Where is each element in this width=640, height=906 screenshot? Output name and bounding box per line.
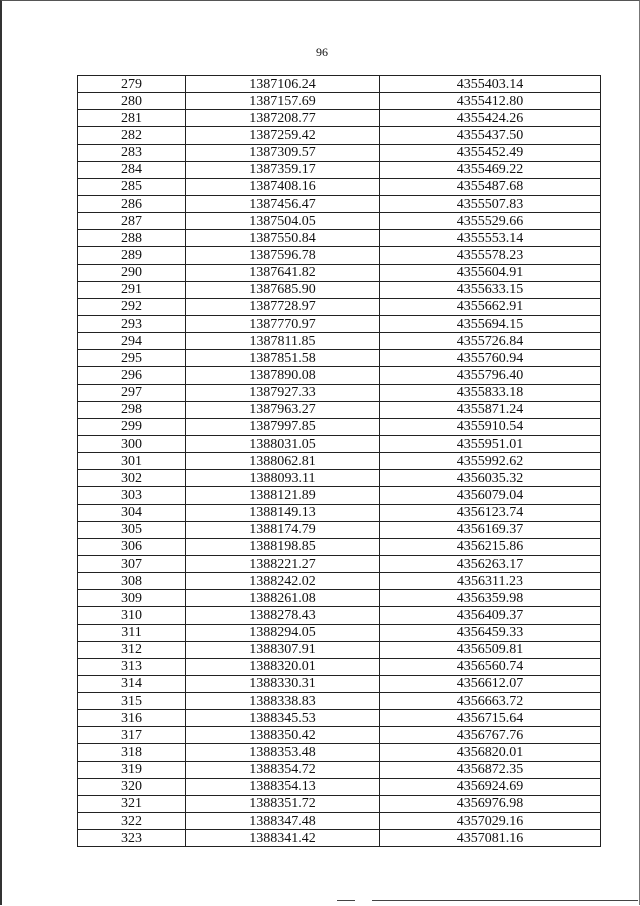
y-coordinate-cell: 4355604.91 [380, 264, 601, 281]
table-row [78, 264, 601, 281]
y-coordinate-cell: 4356263.17 [380, 555, 601, 572]
point-number-cell: 305 [78, 521, 186, 538]
table-row [78, 161, 601, 178]
point-number-cell: 295 [78, 350, 186, 367]
x-coordinate-cell: 1387456.47 [186, 195, 380, 212]
table-row [78, 315, 601, 332]
point-number-cell: 280 [78, 93, 186, 110]
point-number-cell: 302 [78, 470, 186, 487]
table-row [78, 607, 601, 624]
table-row [78, 144, 601, 161]
point-number-cell: 310 [78, 607, 186, 624]
point-number-cell: 281 [78, 110, 186, 127]
point-number-cell: 298 [78, 401, 186, 418]
point-number-cell: 322 [78, 813, 186, 830]
table-row [78, 367, 601, 384]
point-number-cell: 315 [78, 693, 186, 710]
x-coordinate-cell: 1387359.17 [186, 161, 380, 178]
x-coordinate-cell: 1388093.11 [186, 470, 380, 487]
table-row [78, 813, 601, 830]
y-coordinate-cell: 4356612.07 [380, 675, 601, 692]
y-coordinate-cell: 4356123.74 [380, 504, 601, 521]
x-coordinate-cell: 1388345.53 [186, 710, 380, 727]
point-number-cell: 296 [78, 367, 186, 384]
y-coordinate-cell: 4356409.37 [380, 607, 601, 624]
table-row [78, 641, 601, 658]
table-row [78, 247, 601, 264]
x-coordinate-cell: 1388242.02 [186, 573, 380, 590]
table-row [78, 573, 601, 590]
y-coordinate-cell: 4355553.14 [380, 230, 601, 247]
table-row [78, 435, 601, 452]
point-number-cell: 306 [78, 538, 186, 555]
point-number-cell: 311 [78, 624, 186, 641]
x-coordinate-cell: 1387851.58 [186, 350, 380, 367]
x-coordinate-cell: 1387890.08 [186, 367, 380, 384]
y-coordinate-cell: 4355992.62 [380, 453, 601, 470]
x-coordinate-cell: 1387596.78 [186, 247, 380, 264]
y-coordinate-cell: 4356169.37 [380, 521, 601, 538]
table-row [78, 710, 601, 727]
point-number-cell: 316 [78, 710, 186, 727]
x-coordinate-cell: 1387504.05 [186, 213, 380, 230]
x-coordinate-cell: 1387963.27 [186, 401, 380, 418]
y-coordinate-cell: 4355633.15 [380, 281, 601, 298]
point-number-cell: 297 [78, 384, 186, 401]
coordinates-table [77, 75, 601, 847]
x-coordinate-cell: 1387770.97 [186, 315, 380, 332]
x-coordinate-cell: 1387157.69 [186, 93, 380, 110]
y-coordinate-cell: 4355951.01 [380, 435, 601, 452]
table-row [78, 727, 601, 744]
y-coordinate-cell: 4355760.94 [380, 350, 601, 367]
point-number-cell: 307 [78, 555, 186, 572]
table-row [78, 384, 601, 401]
y-coordinate-cell: 4356035.32 [380, 470, 601, 487]
y-coordinate-cell: 4355726.84 [380, 333, 601, 350]
table-row [78, 178, 601, 195]
point-number-cell: 282 [78, 127, 186, 144]
table-row [78, 213, 601, 230]
x-coordinate-cell: 1388338.83 [186, 693, 380, 710]
x-coordinate-cell: 1387309.57 [186, 144, 380, 161]
y-coordinate-cell: 4355871.24 [380, 401, 601, 418]
y-coordinate-cell: 4355910.54 [380, 418, 601, 435]
y-coordinate-cell: 4357029.16 [380, 813, 601, 830]
table-row [78, 761, 601, 778]
y-coordinate-cell: 4357081.16 [380, 830, 601, 847]
point-number-cell: 308 [78, 573, 186, 590]
y-coordinate-cell: 4355403.14 [380, 76, 601, 93]
x-coordinate-cell: 1387685.90 [186, 281, 380, 298]
table-row [78, 110, 601, 127]
x-coordinate-cell: 1388261.08 [186, 590, 380, 607]
y-coordinate-cell: 4355796.40 [380, 367, 601, 384]
footer-rule-long [372, 900, 638, 901]
point-number-cell: 292 [78, 298, 186, 315]
footer-rule-short [337, 900, 355, 901]
point-number-cell: 279 [78, 76, 186, 93]
point-number-cell: 293 [78, 315, 186, 332]
table-row [78, 521, 601, 538]
y-coordinate-cell: 4355424.26 [380, 110, 601, 127]
table-row [78, 795, 601, 812]
point-number-cell: 299 [78, 418, 186, 435]
y-coordinate-cell: 4355662.91 [380, 298, 601, 315]
table-row [78, 93, 601, 110]
x-coordinate-cell: 1387927.33 [186, 384, 380, 401]
y-coordinate-cell: 4356359.98 [380, 590, 601, 607]
table-row [78, 453, 601, 470]
table-row [78, 590, 601, 607]
y-coordinate-cell: 4356976.98 [380, 795, 601, 812]
point-number-cell: 317 [78, 727, 186, 744]
table-row [78, 830, 601, 847]
x-coordinate-cell: 1388351.72 [186, 795, 380, 812]
table-row [78, 675, 601, 692]
x-coordinate-cell: 1387259.42 [186, 127, 380, 144]
y-coordinate-cell: 4356715.64 [380, 710, 601, 727]
point-number-cell: 314 [78, 675, 186, 692]
point-number-cell: 312 [78, 641, 186, 658]
x-coordinate-cell: 1388149.13 [186, 504, 380, 521]
x-coordinate-cell: 1387208.77 [186, 110, 380, 127]
x-coordinate-cell: 1387811.85 [186, 333, 380, 350]
point-number-cell: 323 [78, 830, 186, 847]
y-coordinate-cell: 4355487.68 [380, 178, 601, 195]
point-number-cell: 287 [78, 213, 186, 230]
y-coordinate-cell: 4356459.33 [380, 624, 601, 641]
y-coordinate-cell: 4355437.50 [380, 127, 601, 144]
point-number-cell: 291 [78, 281, 186, 298]
table-row [78, 658, 601, 675]
x-coordinate-cell: 1388354.72 [186, 761, 380, 778]
x-coordinate-cell: 1387641.82 [186, 264, 380, 281]
point-number-cell: 319 [78, 761, 186, 778]
y-coordinate-cell: 4356311.23 [380, 573, 601, 590]
point-number-cell: 288 [78, 230, 186, 247]
table-row [78, 298, 601, 315]
point-number-cell: 318 [78, 744, 186, 761]
x-coordinate-cell: 1388341.42 [186, 830, 380, 847]
y-coordinate-cell: 4355578.23 [380, 247, 601, 264]
y-coordinate-cell: 4355529.66 [380, 213, 601, 230]
x-coordinate-cell: 1388347.48 [186, 813, 380, 830]
point-number-cell: 309 [78, 590, 186, 607]
table-row [78, 693, 601, 710]
table-row [78, 281, 601, 298]
point-number-cell: 301 [78, 453, 186, 470]
table-row [78, 504, 601, 521]
table-row [78, 127, 601, 144]
x-coordinate-cell: 1387408.16 [186, 178, 380, 195]
y-coordinate-cell: 4355412.80 [380, 93, 601, 110]
y-coordinate-cell: 4355833.18 [380, 384, 601, 401]
point-number-cell: 313 [78, 658, 186, 675]
y-coordinate-cell: 4356767.76 [380, 727, 601, 744]
point-number-cell: 284 [78, 161, 186, 178]
table-row [78, 470, 601, 487]
point-number-cell: 285 [78, 178, 186, 195]
y-coordinate-cell: 4356924.69 [380, 778, 601, 795]
point-number-cell: 294 [78, 333, 186, 350]
point-number-cell: 320 [78, 778, 186, 795]
x-coordinate-cell: 1388198.85 [186, 538, 380, 555]
point-number-cell: 304 [78, 504, 186, 521]
table-row [78, 778, 601, 795]
point-number-cell: 303 [78, 487, 186, 504]
table-row [78, 350, 601, 367]
x-coordinate-cell: 1388320.01 [186, 658, 380, 675]
y-coordinate-cell: 4356079.04 [380, 487, 601, 504]
y-coordinate-cell: 4355507.83 [380, 195, 601, 212]
x-coordinate-cell: 1388278.43 [186, 607, 380, 624]
y-coordinate-cell: 4356820.01 [380, 744, 601, 761]
table-row [78, 401, 601, 418]
y-coordinate-cell: 4356215.86 [380, 538, 601, 555]
point-number-cell: 289 [78, 247, 186, 264]
y-coordinate-cell: 4356872.35 [380, 761, 601, 778]
y-coordinate-cell: 4356509.81 [380, 641, 601, 658]
page-number: 96 [316, 45, 328, 59]
y-coordinate-cell: 4355469.22 [380, 161, 601, 178]
x-coordinate-cell: 1388350.42 [186, 727, 380, 744]
x-coordinate-cell: 1388294.05 [186, 624, 380, 641]
table-row [78, 333, 601, 350]
x-coordinate-cell: 1388307.91 [186, 641, 380, 658]
table-row [78, 230, 601, 247]
point-number-cell: 283 [78, 144, 186, 161]
x-coordinate-cell: 1388330.31 [186, 675, 380, 692]
x-coordinate-cell: 1387728.97 [186, 298, 380, 315]
x-coordinate-cell: 1387550.84 [186, 230, 380, 247]
point-number-cell: 290 [78, 264, 186, 281]
y-coordinate-cell: 4355694.15 [380, 315, 601, 332]
x-coordinate-cell: 1388221.27 [186, 555, 380, 572]
table-row [78, 624, 601, 641]
table-row [78, 195, 601, 212]
x-coordinate-cell: 1388031.05 [186, 435, 380, 452]
table-row [78, 487, 601, 504]
y-coordinate-cell: 4355452.49 [380, 144, 601, 161]
point-number-cell: 300 [78, 435, 186, 452]
x-coordinate-cell: 1387997.85 [186, 418, 380, 435]
x-coordinate-cell: 1388121.89 [186, 487, 380, 504]
y-coordinate-cell: 4356663.72 [380, 693, 601, 710]
table-row [78, 744, 601, 761]
x-coordinate-cell: 1388062.81 [186, 453, 380, 470]
table-row [78, 76, 601, 93]
x-coordinate-cell: 1388354.13 [186, 778, 380, 795]
x-coordinate-cell: 1387106.24 [186, 76, 380, 93]
table-row [78, 418, 601, 435]
table-row [78, 555, 601, 572]
point-number-cell: 286 [78, 195, 186, 212]
x-coordinate-cell: 1388174.79 [186, 521, 380, 538]
point-number-cell: 321 [78, 795, 186, 812]
coordinates-table-body [78, 76, 601, 847]
y-coordinate-cell: 4356560.74 [380, 658, 601, 675]
x-coordinate-cell: 1388353.48 [186, 744, 380, 761]
table-row [78, 538, 601, 555]
